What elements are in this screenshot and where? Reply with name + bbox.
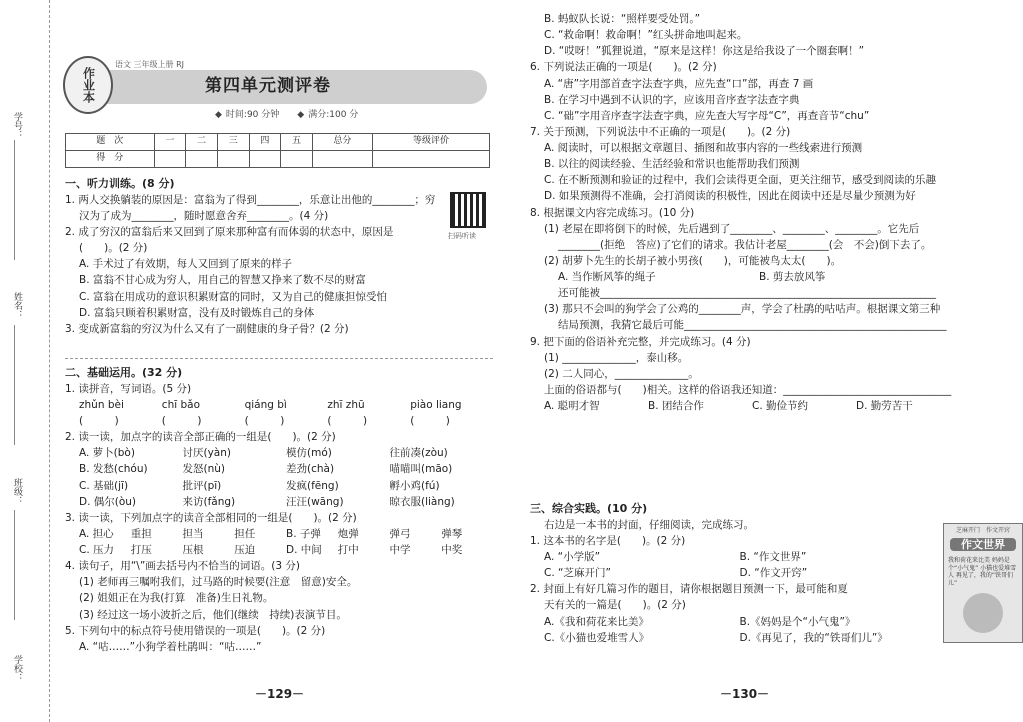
binding-gutter [0, 0, 50, 722]
option: 孵小鸡(fú) [389, 479, 440, 492]
sub-question: (3) 经过这一场小波折之后，他们(继续 持续)表演节目。 [79, 608, 347, 621]
score-header: 四 [249, 134, 281, 151]
option-row [558, 271, 960, 284]
answer-blank[interactable]: ( ) [79, 415, 119, 427]
score-cell[interactable] [312, 151, 372, 168]
option: A. 手术过了有效期，每人又回到了原来的样子 [79, 258, 293, 271]
option: 担当 [182, 527, 204, 540]
pinyin: chī bǎo [161, 398, 201, 411]
right-upper [530, 10, 960, 413]
option: C. 勤俭节约 [752, 400, 809, 412]
score-cell[interactable] [281, 151, 313, 168]
score-header: 总分 [312, 134, 372, 151]
option: B.《妈妈是个“小气鬼”》 [739, 615, 856, 628]
score-cell[interactable] [186, 151, 218, 168]
table-row [66, 151, 490, 168]
question-text: 2. 封面上有好几篇习作的题目，请你根据题目预测一下，最可能和夏 [530, 583, 848, 596]
option: B. “作文世界” [739, 551, 807, 563]
question-text: 1. 两人交换躺装的原因是：富翁为了得到________，乐意让出他的________；穷 [65, 193, 436, 206]
option: 弹弓 [389, 527, 411, 540]
gutter-school: 学校： [12, 655, 22, 682]
answer-blank[interactable]: ( ) [161, 415, 202, 427]
question-text: 1. 读拼音，写词语。(5 分) [65, 382, 192, 395]
option: A. “唐”字用部首查字法查字典，应先查“口”部，再查 7 画 [544, 77, 814, 90]
option: C. “救命啊！救命啊！”红头拼命地叫起来。 [544, 29, 748, 42]
score-cell[interactable] [372, 151, 489, 168]
option: 模仿(mó) [286, 447, 332, 460]
question-text: 3. 读一读，下列加点字的读音全部相同的一组是( )。(2 分) [65, 511, 357, 524]
question-text: ( )。(2 分) [79, 242, 148, 255]
option: C. “础”字用音序查字法查字典，应先查大写字母“C”，再查音节“chu” [544, 109, 870, 122]
gutter-student-number: 学号： [12, 112, 22, 139]
section-listening [65, 177, 445, 336]
question-text: 6. 下列说法正确的一项是( )。(2 分) [530, 61, 717, 74]
sub-question: 还可能被________________________________________________________________ [558, 287, 936, 300]
option: 压根 [182, 544, 204, 556]
left-page [55, 0, 493, 722]
score-table [65, 133, 490, 168]
option: A. 当作断风筝的绳子 [558, 271, 656, 283]
pinyin-row [79, 399, 493, 412]
option: 炮弹 [337, 527, 359, 540]
section-practice [530, 502, 935, 645]
score-header: 二 [186, 134, 218, 151]
option-row [79, 463, 493, 476]
option: 担任 [234, 527, 256, 540]
pinyin: piào liang [410, 398, 462, 411]
score-cell[interactable] [154, 151, 186, 168]
table-row [66, 134, 490, 151]
section-heading: 三、综合实践。(10 分) [530, 502, 648, 515]
sub-question: (1) 老师再三嘱咐我们，过马路的时候要(注意 留意)安全。 [79, 576, 358, 589]
answer-blank[interactable]: ( ) [244, 415, 285, 427]
option-row [544, 616, 935, 629]
option: A. 聪明才智 [544, 400, 600, 412]
option-row [544, 632, 935, 645]
answer-row [79, 415, 493, 428]
section-divider [65, 352, 493, 359]
sub-question: 结局预测，我猜它最后可能__________________________________________________ [558, 319, 947, 332]
option: B. 以往的阅读经验、生活经验和常识也能帮助我们预测 [544, 158, 800, 171]
qr-code-icon[interactable] [450, 192, 486, 228]
gutter-line [14, 325, 15, 445]
option: B. 团结合作 [648, 400, 704, 412]
option-row [79, 447, 493, 460]
option: D. 如果预测得不准确，会打消阅读的积极性，因此在阅读中还是尽量少预测为好 [544, 190, 916, 203]
option: B. 发愁(chóu) [79, 463, 148, 476]
gutter-line [14, 510, 15, 620]
option: D.《再见了，我的“铁哥们儿”》 [739, 631, 888, 644]
option: B. 剪去放风筝 [759, 271, 826, 283]
cover-title: 作文世界 [950, 538, 1016, 552]
series-label: 语文 三年级上册 RJ [115, 60, 185, 69]
option: A. 担心 [79, 527, 114, 540]
option: 来访(fǎng) [182, 495, 236, 508]
score-label: 得 分 [66, 151, 155, 168]
clock-icon: ◆ [215, 110, 222, 120]
option: 差劲(chà) [286, 463, 335, 476]
option: 晾衣服(liàng) [389, 495, 455, 508]
question-text: 2. 成了穷汉的富翁后来又回到了原来那种富有而体弱的状态中，原因是 [65, 226, 394, 238]
qr-caption: 扫码听读 [448, 232, 476, 240]
sub-question: (3) 那只不会叫的狗学会了公鸡的________声，学会了杜鹃的咕咕声。根据课文第三种 [544, 303, 941, 316]
option: B. 蚂蚁队长说：“照样要受处罚。” [544, 13, 701, 25]
option: 喵喵叫(māo) [389, 463, 453, 476]
option: D. 偶尔(òu) [79, 495, 137, 508]
exam-time: 时间:90 分钟 [225, 110, 280, 120]
option: 发怒(nù) [182, 463, 226, 476]
question-text: 汉为了成为________，随时愿意舍弃________。(4 分) [79, 209, 329, 222]
option-row [79, 480, 493, 493]
option-row [544, 400, 960, 413]
question-text: 1. 这本书的名字是( )。(2 分) [530, 534, 686, 547]
question-text: 4. 读句子，用“\”画去括号内不恰当的词语。(3 分) [65, 560, 300, 573]
option-row [544, 551, 935, 564]
exam-meta [215, 110, 358, 121]
page-title: 第四单元测评卷 [205, 76, 331, 96]
question-text: 7. 关于预测，下列说法中不正确的一项是( )。(2 分) [530, 125, 791, 138]
answer-blank[interactable]: ( ) [410, 415, 450, 427]
sub-question: (2) 胡萝卜先生的长胡子被小男孩( )，可能被鸟太太( )。 [544, 254, 842, 267]
sub-question: (1) ______________，泰山移。 [544, 351, 689, 364]
gutter-line [14, 140, 15, 260]
score-header: 题 次 [66, 134, 155, 151]
option: C.《小猫也爱堆雪人》 [544, 631, 650, 644]
star-icon: ◆ [297, 110, 305, 120]
option: 发疯(fēng) [286, 479, 339, 492]
option-row [79, 528, 493, 541]
question-text: 5. 下列句中的标点符号使用错误的一项是( )。(2 分) [65, 624, 326, 637]
question-text: 2. 读一读，加点字的读音全部正确的一组是( )。(2 分) [65, 431, 336, 444]
cover-article-list: 我和荷花来比美 妈妈是个“小气鬼” 小猫也爱堆雪人 再见了，我的“铁哥们儿” [948, 557, 1017, 587]
option: C. 基础(jī) [79, 479, 129, 492]
score-cell[interactable] [217, 151, 249, 168]
option-row [79, 496, 493, 509]
pinyin: qiáng bì [244, 398, 287, 411]
option: 中奖 [441, 544, 463, 556]
page-number: －129－ [255, 687, 305, 701]
gutter-name: 姓名： [12, 292, 22, 319]
question-text: 9. 把下面的俗语补充完整，并完成练习。(4 分) [530, 335, 751, 348]
score-header: 三 [217, 134, 249, 151]
sub-question: ________(拒绝 答应)了它们的请求。我估计老屋________(会 不会)倒下去了。 [558, 238, 932, 251]
option: 重担 [130, 527, 152, 540]
exam-full-score: 满分:100 分 [308, 110, 359, 120]
right-page [525, 0, 1017, 722]
answer-blank[interactable]: ( ) [327, 415, 368, 427]
option: C. 在不断预测和验证的过程中，我们会读得更全面，更关注细节，感受到阅读的乐趣 [544, 174, 937, 187]
option: A. “小学版” [544, 551, 601, 563]
section-basics [65, 366, 493, 654]
option: B. 在学习中遇到不认识的字，应该用音序查字法查字典 [544, 93, 800, 106]
option: D. “作文开窍” [739, 567, 808, 580]
option: D. 中间 [286, 544, 322, 556]
option: 往前凑(zòu) [389, 447, 448, 460]
sub-question: (2) 姐姐正在为我(打算 准备)生日礼物。 [79, 592, 274, 605]
option: A. “咕……”小狗学着杜鹃叫：“咕……” [79, 640, 262, 653]
question-text: 8. 根据课文内容完成练习。(10 分) [530, 206, 695, 219]
section-heading: 一、听力训练。(8 分) [65, 177, 175, 190]
option: C. 压力 [79, 544, 115, 556]
cover-illustration-icon [963, 593, 1003, 633]
pinyin: zhǔn bèi [79, 398, 124, 411]
question-text: 天有关的一篇是( )。(2 分) [544, 599, 686, 612]
option: 弹琴 [441, 527, 463, 540]
sub-question: (2) 二人同心，______________。 [544, 367, 699, 380]
option: 汪汪(wāng) [286, 495, 344, 508]
intro-text: 右边是一本书的封面，仔细阅读，完成练习。 [544, 518, 754, 531]
sub-question: (1) 老屋在即将倒下的时候，先后遇到了________、________、________。它先后 [544, 222, 920, 235]
score-header: 一 [154, 134, 186, 151]
option: A.《我和荷花来比美》 [544, 615, 649, 628]
option: A. 萝卜(bò) [79, 447, 135, 460]
option: 压迫 [234, 544, 256, 556]
option: 批评(pī) [182, 479, 222, 492]
option: D. “哎呀！”狐狸说道，“原来是这样！你这是给我设了一个圈套啊！” [544, 45, 865, 58]
sub-question: 上面的俗语都与( )相关。这样的俗语我还知道：________________________________ [544, 383, 952, 396]
score-header: 等级评价 [372, 134, 489, 151]
option: A. 阅读时，可以根据文章题目、插图和故事内容的一些线索进行预测 [544, 142, 863, 154]
option: 打压 [130, 544, 152, 556]
option: 打中 [337, 544, 359, 556]
pinyin: zhī zhū [327, 398, 365, 411]
question-text: 3. 变成新富翁的穷汉为什么又有了一副健康的身子骨？(2 分) [65, 322, 349, 335]
option: 讨厌(yàn) [182, 447, 231, 460]
score-header: 五 [281, 134, 313, 151]
option: D. 勤劳苦干 [856, 400, 913, 412]
section-heading: 二、基础运用。(32 分) [65, 366, 183, 379]
option: D. 富翁只顾着积累财富，没有及时锻炼自己的身体 [79, 306, 315, 319]
option-row [79, 544, 493, 557]
option: 中学 [389, 544, 411, 556]
option: C. “芝麻开门” [544, 567, 611, 580]
book-cover [943, 523, 1023, 643]
score-cell[interactable] [249, 151, 281, 168]
option-row [544, 567, 935, 580]
option: C. 富翁在用成功的意识积累财富的同时，又为自己的健康担惊受怕 [79, 290, 388, 303]
cover-top-text: 芝麻开门 作文开窍 [955, 527, 1010, 534]
option: B. 子弹 [286, 527, 321, 540]
option: B. 富翁不甘心成为穷人，用自己的智慧又挣来了数不尽的财富 [79, 274, 366, 287]
logo: 作业本 [63, 56, 113, 114]
page-number: －130－ [720, 687, 770, 701]
gutter-class: 班级： [12, 478, 22, 505]
